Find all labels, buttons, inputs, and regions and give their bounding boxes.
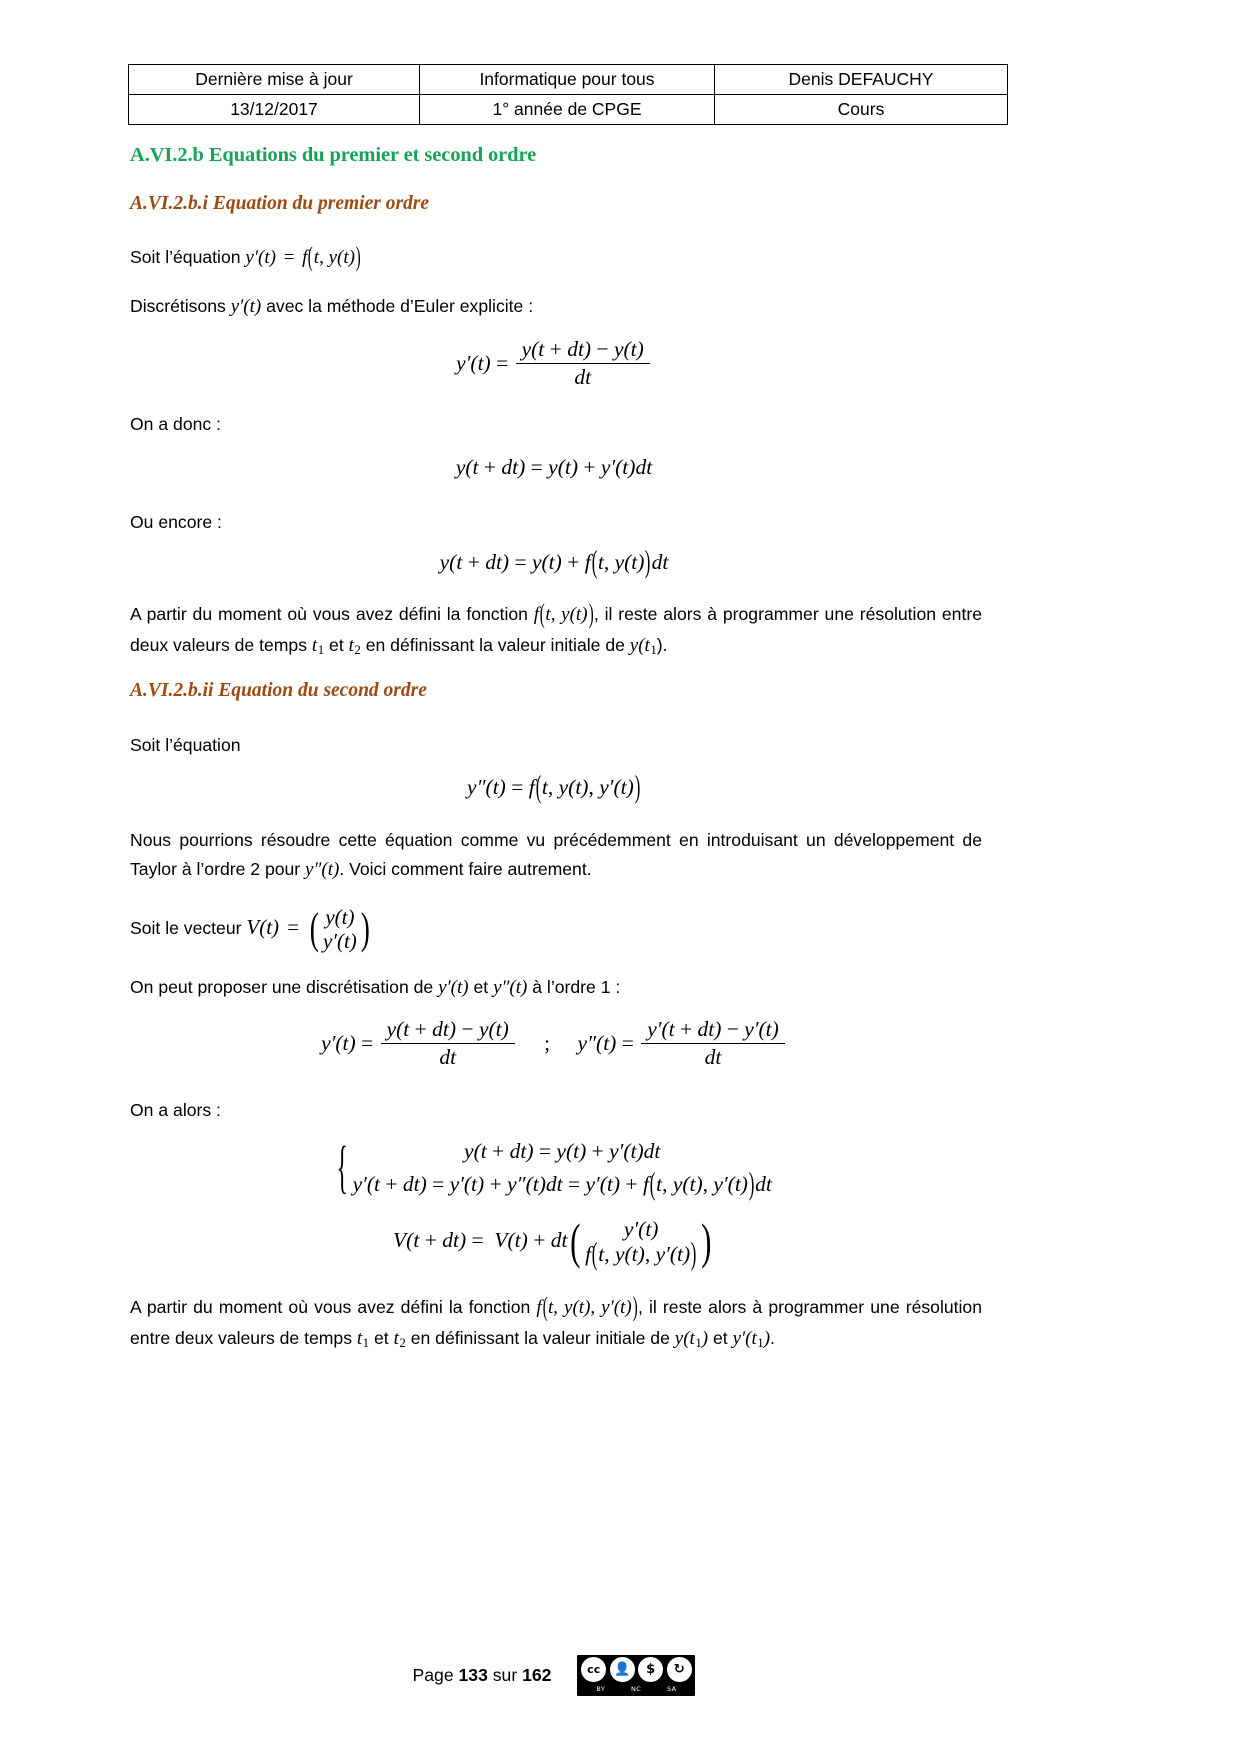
- text-run: et: [369, 1327, 394, 1348]
- text-run: en définissant la valeur initiale de: [360, 634, 630, 655]
- page-mid-label: sur: [487, 1665, 523, 1685]
- paragraph-soit-equation-2: Soit l’équation: [130, 735, 241, 755]
- inline-math-y-prime-def: y′(t) = f(t, y(t)): [245, 242, 361, 273]
- inline-math-y-prime-2: y′(t): [438, 977, 469, 998]
- inline-math-f-t-y-yprime: f(t, y(t), y′(t)): [536, 1292, 638, 1323]
- header-cell-last-update-label: Dernière mise à jour: [129, 65, 420, 95]
- cc-nc-nocommercial-icon: $: [638, 1657, 663, 1682]
- text-run: Nous pourrions résoudre cette équation comme vu précédemment en introduisant un développement de Taylor à l’ordre 2 pour: [130, 830, 982, 879]
- text-run: et: [468, 977, 494, 997]
- section-heading-sub-2: A.VI.2.b.ii Equation du second ordre: [130, 680, 427, 701]
- page-label: Page: [412, 1665, 459, 1685]
- paragraph-soit-le-vecteur: [130, 905, 372, 954]
- cc-label-sa: SA: [667, 1685, 677, 1694]
- paragraph-soit-equation-1: [130, 243, 361, 274]
- page-total: 162: [522, 1665, 552, 1685]
- document-header-table: [128, 64, 1008, 125]
- inline-math-t1: $t_1$: [311, 634, 325, 658]
- header-cell-course-title: Informatique pour tous: [420, 65, 715, 95]
- header-cell-doc-type: Cours: [715, 95, 1008, 125]
- text-run: . Voici comment faire autrement.: [339, 858, 592, 879]
- text-run: A partir du moment où vous avez défini la fonction: [130, 1297, 537, 1317]
- section-heading-sub-1: A.VI.2.b.i Equation du premier ordre: [130, 193, 430, 214]
- text-run: On peut proposer une discrétisation de: [130, 977, 439, 997]
- paragraph-ou-encore: Ou encore :: [130, 512, 222, 532]
- text-run: ).: [656, 634, 668, 655]
- text-run: A partir du moment où vous avez défini la fonction: [130, 604, 534, 624]
- text-run: en définissant la valeur initiale de: [405, 1327, 675, 1348]
- inline-math-t2: $t_2$: [348, 634, 361, 658]
- section-heading-main: A.VI.2.b Equations du premier et second ordre: [130, 144, 537, 166]
- inline-math-t2-b: $t_2$: [393, 1327, 406, 1351]
- text-run: à l’ordre 1 :: [527, 977, 621, 997]
- paragraph-on-peut-proposer: [130, 973, 620, 1004]
- cc-by-person-icon: 👤: [610, 1657, 635, 1682]
- inline-math-vector-v: V(t) = ( y(t) y′(t) ): [246, 904, 370, 954]
- cc-label-by: BY: [596, 1685, 606, 1694]
- creative-commons-license-badge[interactable]: [577, 1655, 695, 1696]
- text-run: , il reste alors à programmer une résolution entre deux valeurs de temps: [130, 604, 982, 655]
- equation-separator-semicolon: ;: [544, 1030, 551, 1055]
- inline-math-yprime-t1: $y'(t_1)$: [732, 1327, 771, 1351]
- cc-logo-text: cc: [587, 1663, 601, 1677]
- header-cell-level: 1° année de CPGE: [420, 95, 715, 125]
- text-run: Soit le vecteur: [130, 918, 247, 939]
- paragraph-discretisons: [130, 292, 533, 323]
- paragraph-nous-pourrions: [130, 826, 982, 885]
- text-run: Soit l’équation: [130, 247, 246, 267]
- display-equation-pair-discretisation: [128, 1018, 980, 1072]
- text-run: avec la méthode d’Euler explicite :: [261, 296, 534, 316]
- cc-logo-icon: [581, 1657, 606, 1682]
- display-equation-euler-step-f: y(t + dt) = y(t) + f(t, y(t))dt: [439, 544, 669, 579]
- paragraph-a-partir-du-moment-2: [130, 1293, 982, 1355]
- equation-system-brace-group: [336, 1135, 772, 1202]
- inline-math-f-t-y: f(t, y(t)): [533, 599, 594, 630]
- inline-math-y-t1: $y(t_1$: [629, 634, 657, 658]
- equation-right-y-second: y″(t) = $\frac{y'(t + dt) - y'(t)}{dt}$: [578, 1031, 787, 1055]
- inline-math-t1-b: $t_1$: [356, 1327, 370, 1351]
- cc-sa-sharealike-icon: ↻: [667, 1657, 692, 1682]
- cc-label-nc: NC: [631, 1685, 642, 1694]
- page-number: [413, 1665, 552, 1686]
- header-cell-date: 13/12/2017: [129, 95, 420, 125]
- inline-math-y-second-2: y″(t): [493, 977, 528, 998]
- display-equation-euler-derivative: y′(t) = $\frac{y(t + dt) - y(t)}{dt}$: [128, 338, 980, 392]
- display-equation-system: [128, 1135, 980, 1202]
- text-run: .: [770, 1327, 775, 1348]
- paragraph-on-a-alors: On a alors :: [130, 1100, 221, 1120]
- cc-icon-row: [577, 1655, 695, 1684]
- page-current: 133: [458, 1665, 488, 1685]
- system-row-2: y′(t + dt) = y′(t) + y″(t)dt = y′(t) + f(t, y(t), y′(t))dt: [352, 1166, 772, 1202]
- paragraph-a-partir-du-moment-1: [130, 600, 982, 662]
- display-equation-second-order: y″(t) = f(t, y(t), y′(t)): [467, 769, 641, 804]
- text-run: et: [324, 634, 349, 655]
- cc-label-row: [577, 1684, 695, 1696]
- inline-math-y-second: y″(t): [305, 858, 340, 880]
- page-footer: [128, 1655, 980, 1696]
- paragraph-on-a-donc: On a donc :: [130, 414, 221, 434]
- text-run: Discrétisons: [130, 296, 231, 316]
- text-run: , il reste alors à programmer une résolution entre deux valeurs de temps: [130, 1297, 983, 1348]
- table-row: [129, 95, 1008, 125]
- inline-math-y-prime: y′(t): [230, 296, 262, 317]
- equation-left-y-prime: y′(t) = $\frac{y(t + dt) - y(t)}{dt}$: [321, 1031, 522, 1055]
- table-row: [129, 65, 1008, 95]
- inline-math-y-t1-b: $y(t_1)$: [674, 1327, 709, 1351]
- display-equation-vector-update: V(t + dt) = V(t) + dt ( y′(t) f(t, y(t), y′(t)) ): [393, 1213, 712, 1271]
- text-run: et: [708, 1327, 733, 1348]
- left-brace-icon: {: [336, 1134, 348, 1200]
- header-cell-author: Denis DEFAUCHY: [715, 65, 1008, 95]
- document-page: [128, 0, 983, 1754]
- system-row-1: y(t + dt) = y(t) + y′(t)dt: [464, 1139, 661, 1163]
- display-equation-euler-step: y(t + dt) = y(t) + y′(t)dt: [455, 455, 653, 479]
